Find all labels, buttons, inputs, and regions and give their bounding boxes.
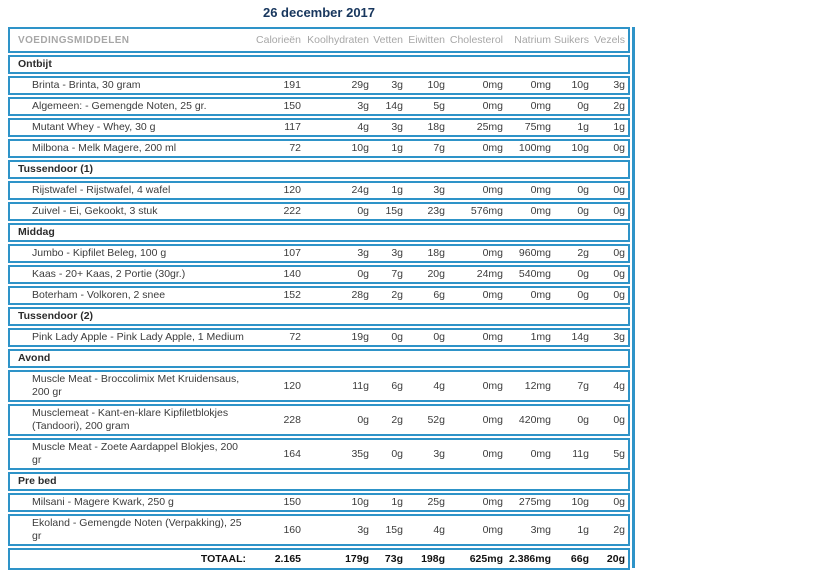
food-name: Milsani - Magere Kwark, 250 g: [32, 496, 174, 508]
value-fat: 15g: [385, 523, 403, 536]
total-row: [8, 548, 630, 570]
value-sugar: 1g: [577, 121, 589, 133]
value-protein: 18g: [427, 121, 445, 133]
column-header-foods: VOEDINGSMIDDELEN: [18, 34, 130, 46]
value-sodium: 0mg: [530, 100, 551, 112]
food-name: Boterham - Volkoren, 2 snee: [32, 289, 166, 301]
value-sugar: 10g: [571, 142, 589, 154]
value-fat: 7g: [391, 268, 403, 280]
value-cholesterol: 576mg: [470, 205, 503, 217]
value-carbs: 29g: [351, 79, 369, 91]
value-calories: 150: [283, 100, 301, 112]
value-calories: 222: [283, 205, 301, 217]
section-row-avond: [8, 349, 630, 368]
value-cholesterol: 0mg: [482, 142, 503, 154]
food-name: Mutant Whey - Whey, 30 g: [32, 121, 156, 133]
value-fat: 3g: [391, 79, 403, 91]
food-row[interactable]: [8, 139, 630, 158]
section-row-ontbijt: [8, 55, 630, 74]
value-fat: 14g: [385, 100, 403, 112]
column-header-fiber: Vezels: [594, 33, 625, 46]
value-protein: 7g: [433, 142, 445, 154]
value-carbs: 24g: [351, 184, 369, 196]
value-fiber: 3g: [613, 79, 625, 91]
value-carbs: 28g: [351, 289, 369, 301]
value-carbs: 11g: [352, 379, 369, 392]
value-cholesterol: 0mg: [482, 496, 503, 508]
value-carbs: 35g: [351, 447, 369, 460]
value-protein: 6g: [433, 289, 445, 301]
value-fiber: 4g: [613, 379, 625, 392]
value-fiber: 0g: [613, 247, 625, 259]
value-sugar: 10g: [571, 496, 589, 508]
value-calories: 160: [283, 523, 301, 536]
food-name: Muscle Meat - Zoete Aardappel Blokjes, 200 gr: [32, 441, 239, 466]
food-name: Ekoland - Gemengde Noten (Verpakking), 25 gr: [32, 517, 242, 542]
value-sodium: 540mg: [518, 268, 551, 280]
value-sugar: 0g: [577, 205, 589, 217]
value-sodium: 960mg: [518, 247, 551, 259]
value-fat: 1g: [391, 184, 403, 196]
value-sugar: 1g: [577, 523, 589, 536]
column-header-protein: Eiwitten: [408, 33, 445, 46]
value-fiber: 0g: [613, 184, 625, 196]
value-protein: 5g: [433, 100, 445, 112]
value-carbs: 0g: [357, 413, 369, 426]
value-fiber: 1g: [613, 121, 625, 133]
food-row[interactable]: [8, 514, 630, 546]
nutrition-table: [8, 27, 630, 570]
value-cholesterol: 0mg: [482, 79, 503, 91]
total-value-sodium: 2.386mg: [508, 552, 551, 565]
value-sodium: 3mg: [530, 523, 551, 536]
value-protein: 23g: [427, 205, 445, 217]
section-row-tussendoor-2: [8, 307, 630, 326]
food-row[interactable]: [8, 286, 630, 305]
value-carbs: 19g: [351, 331, 369, 343]
section-row-tussendoor-1: [8, 160, 630, 179]
food-name: Algemeen: - Gemengde Noten, 25 gr.: [32, 100, 207, 112]
section-row-middag: [8, 223, 630, 242]
value-fat: 2g: [391, 413, 403, 426]
total-value-carbs: 179g: [345, 552, 369, 565]
section-label: Ontbijt: [18, 58, 52, 70]
value-carbs: 3g: [357, 247, 369, 259]
value-cholesterol: 25mg: [476, 121, 503, 133]
value-fat: 3g: [391, 247, 403, 259]
value-sugar: 2g: [577, 247, 589, 259]
value-calories: 120: [283, 184, 301, 196]
value-carbs: 10g: [351, 496, 369, 508]
value-calories: 191: [283, 79, 301, 91]
section-label: Pre bed: [18, 475, 57, 487]
total-value-fat: 73g: [384, 552, 403, 565]
food-row[interactable]: [8, 181, 630, 200]
total-value-protein: 198g: [421, 552, 445, 565]
value-protein: 25g: [427, 496, 445, 508]
value-cholesterol: 0mg: [482, 523, 503, 536]
food-row[interactable]: [8, 118, 630, 137]
value-protein: 0g: [433, 331, 445, 343]
value-fiber: 0g: [613, 413, 625, 426]
table-body: [8, 55, 630, 546]
value-cholesterol: 0mg: [482, 100, 503, 112]
food-row[interactable]: [8, 370, 630, 402]
value-protein: 20g: [427, 268, 445, 280]
value-carbs: 3g: [357, 523, 369, 536]
column-header-cholesterol: Cholesterol: [449, 33, 503, 46]
value-cholesterol: 0mg: [482, 247, 503, 259]
value-protein: 3g: [433, 184, 445, 196]
value-calories: 150: [283, 496, 301, 508]
right-edge-bar: [632, 27, 635, 568]
value-protein: 52g: [427, 413, 445, 426]
value-fiber: 0g: [613, 142, 625, 154]
value-protein: 18g: [427, 247, 445, 259]
food-name: Milbona - Melk Magere, 200 ml: [32, 142, 177, 154]
value-sugar: 0g: [577, 184, 589, 196]
section-label: Middag: [18, 226, 55, 238]
food-name: Musclemeat - Kant-en-klare Kipfiletblokjes (Tandoori), 200 gram: [32, 407, 229, 432]
food-row[interactable]: [8, 404, 630, 436]
value-cholesterol: 0mg: [482, 289, 503, 301]
value-sugar: 0g: [577, 413, 589, 426]
section-label: Avond: [18, 352, 51, 364]
value-fat: 15g: [385, 205, 403, 217]
value-fiber: 0g: [613, 289, 625, 301]
value-carbs: 0g: [357, 268, 369, 280]
total-value-calories: 2.165: [274, 552, 301, 565]
food-row[interactable]: [8, 244, 630, 263]
value-cholesterol: 0mg: [482, 379, 503, 392]
value-sodium: 420mg: [518, 413, 551, 426]
value-sugar: 0g: [577, 100, 589, 112]
food-row[interactable]: [8, 202, 630, 221]
value-protein: 4g: [433, 523, 445, 536]
value-calories: 72: [289, 142, 301, 154]
value-cholesterol: 0mg: [482, 413, 503, 426]
food-name: Jumbo - Kipfilet Beleg, 100 g: [32, 247, 167, 259]
value-fat: 0g: [391, 447, 403, 460]
value-calories: 140: [283, 268, 301, 280]
total-value-sugar: 66g: [570, 552, 589, 565]
value-carbs: 10g: [351, 142, 369, 154]
value-carbs: 0g: [357, 205, 369, 217]
column-header-fat: Vetten: [373, 33, 403, 46]
value-sugar: 11g: [572, 447, 589, 460]
food-row[interactable]: [8, 493, 630, 512]
section-row-pre-bed: [8, 472, 630, 491]
food-row[interactable]: [8, 328, 630, 347]
value-fiber: 0g: [613, 205, 625, 217]
value-fat: 0g: [391, 331, 403, 343]
value-cholesterol: 0mg: [482, 331, 503, 343]
value-fat: 3g: [391, 121, 403, 133]
value-sodium: 0mg: [530, 289, 551, 301]
total-value-cholesterol: 625mg: [469, 552, 503, 565]
value-sodium: 0mg: [530, 447, 551, 460]
food-row[interactable]: [8, 265, 630, 284]
value-fiber: 0g: [613, 268, 625, 280]
food-name: Muscle Meat - Broccolimix Met Kruidensaus, 200 gr: [32, 373, 240, 398]
value-sodium: 275mg: [518, 496, 551, 508]
value-sodium: 0mg: [530, 184, 551, 196]
value-calories: 120: [283, 379, 301, 392]
table-header-row: [8, 27, 630, 53]
value-calories: 152: [283, 289, 301, 301]
food-row[interactable]: [8, 97, 630, 116]
value-fiber: 2g: [613, 523, 625, 536]
food-name: Pink Lady Apple - Pink Lady Apple, 1 Medium: [32, 331, 244, 343]
value-cholesterol: 24mg: [476, 268, 503, 280]
value-sodium: 1mg: [530, 331, 551, 343]
value-cholesterol: 0mg: [482, 184, 503, 196]
value-calories: 164: [283, 447, 301, 460]
value-carbs: 3g: [357, 100, 369, 112]
total-value-fiber: 20g: [606, 552, 625, 565]
value-sodium: 75mg: [524, 121, 551, 133]
value-fiber: 0g: [613, 496, 625, 508]
value-fat: 2g: [391, 289, 403, 301]
food-name: Brinta - Brinta, 30 gram: [32, 79, 141, 91]
value-fat: 1g: [391, 496, 403, 508]
food-name: Zuivel - Ei, Gekookt, 3 stuk: [32, 205, 158, 217]
value-sugar: 7g: [577, 379, 589, 392]
value-sodium: 0mg: [530, 205, 551, 217]
value-sugar: 0g: [577, 289, 589, 301]
value-carbs: 4g: [357, 121, 369, 133]
column-header-sugar: Suikers: [554, 33, 590, 46]
value-sugar: 10g: [571, 79, 589, 91]
value-protein: 10g: [427, 79, 445, 91]
value-calories: 228: [283, 413, 301, 426]
total-label: TOTAAL:: [200, 552, 246, 565]
section-label: Tussendoor (1): [18, 163, 94, 175]
value-fat: 1g: [391, 142, 403, 154]
value-cholesterol: 0mg: [482, 447, 503, 460]
value-calories: 107: [283, 247, 301, 259]
value-sodium: 12mg: [524, 379, 551, 392]
column-header-carbs: Koolhydraten: [307, 33, 369, 46]
food-row[interactable]: [8, 76, 630, 95]
value-sugar: 0g: [577, 268, 589, 280]
value-fiber: 3g: [613, 331, 625, 343]
value-sodium: 100mg: [518, 142, 551, 154]
value-fat: 6g: [391, 379, 403, 392]
food-name: Rijstwafel - Rijstwafel, 4 wafel: [32, 184, 171, 196]
value-sodium: 0mg: [530, 79, 551, 91]
value-sugar: 14g: [571, 331, 589, 343]
value-calories: 72: [289, 331, 301, 343]
value-calories: 117: [284, 121, 301, 133]
food-row[interactable]: [8, 438, 630, 470]
value-fiber: 5g: [613, 447, 625, 460]
section-label: Tussendoor (2): [18, 310, 94, 322]
value-fiber: 2g: [613, 100, 625, 112]
value-protein: 4g: [433, 379, 445, 392]
page-title: 26 december 2017: [262, 5, 376, 20]
column-header-sodium: Natrium: [514, 33, 551, 46]
column-header-calories: Calorieën: [256, 33, 301, 46]
value-protein: 3g: [433, 447, 445, 460]
food-name: Kaas - 20+ Kaas, 2 Portie (30gr.): [32, 268, 186, 280]
